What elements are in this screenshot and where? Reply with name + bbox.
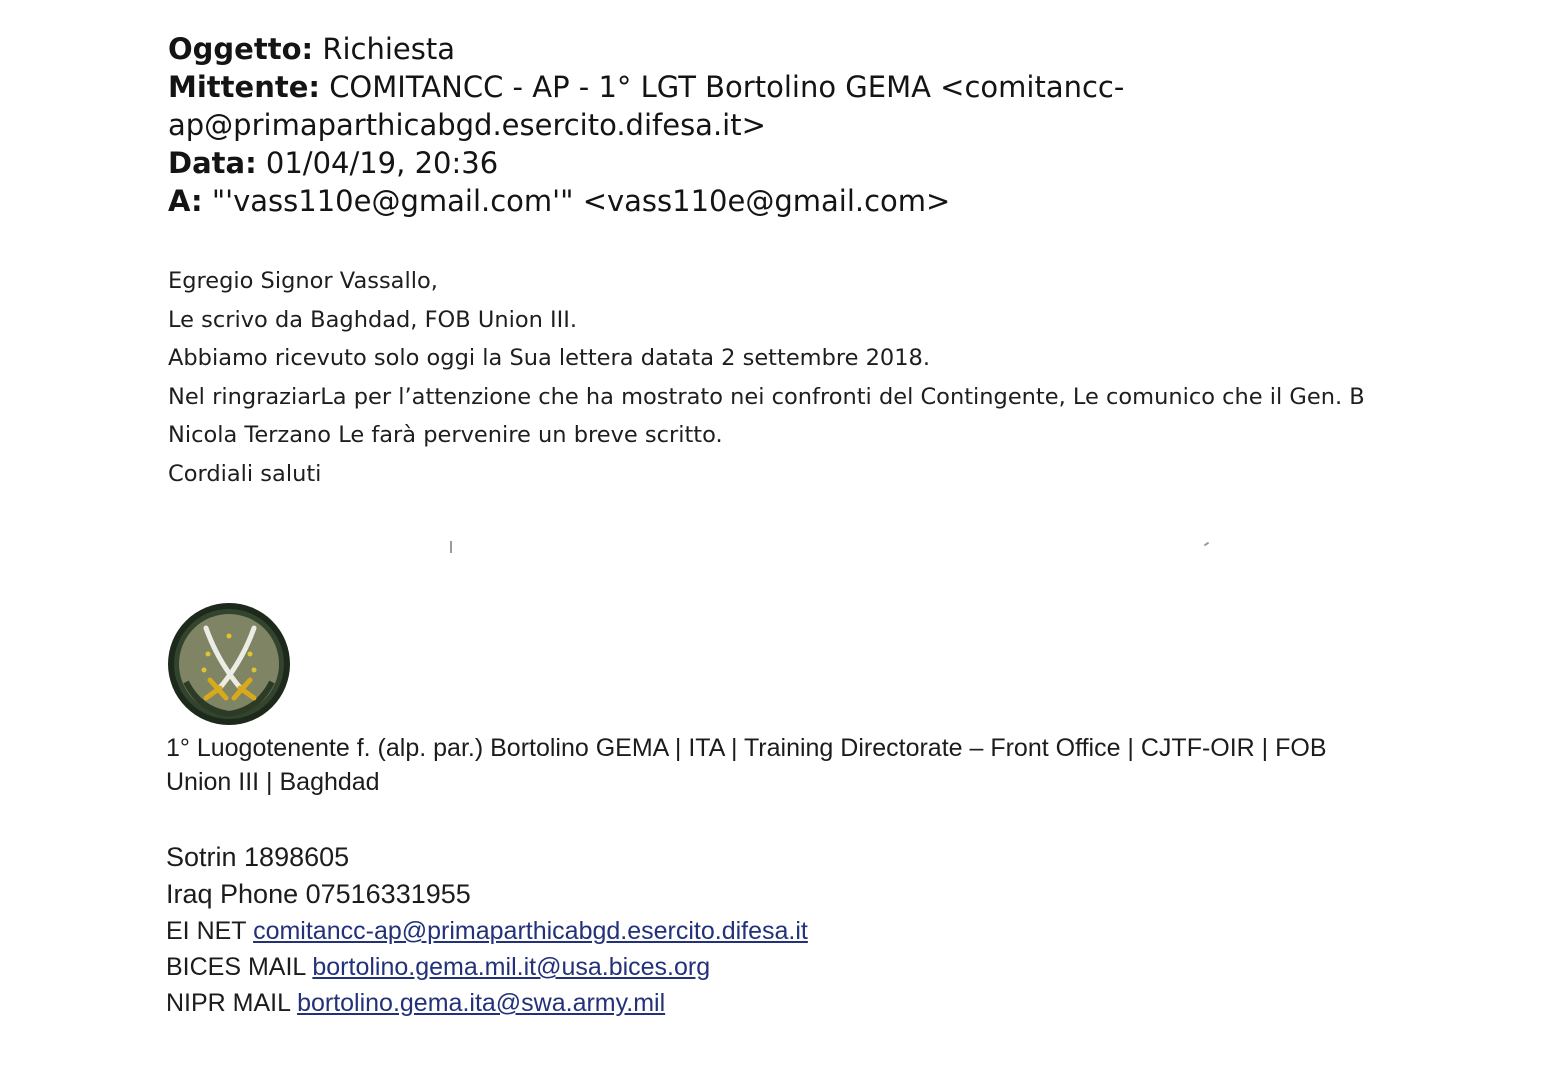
scan-speck — [450, 541, 452, 553]
nipr-email-link[interactable]: bortolino.gema.ita@swa.army.mil — [297, 989, 666, 1017]
ei-net-email-link[interactable]: comitancc-ap@primaparthicabgd.esercito.difesa.it — [253, 917, 808, 945]
subject-row — [168, 30, 1468, 68]
bices-email-link[interactable]: bortolino.gema.mil.it@usa.bices.org — [312, 953, 711, 981]
sender-value: COMITANCC - AP - 1° LGT Bortolino GEMA <comitancc- — [329, 70, 1125, 104]
to-label: A: — [168, 184, 203, 218]
sender-row — [168, 68, 1468, 106]
body-line: Nicola Terzano Le farà pervenire un breve scritto. — [168, 422, 723, 448]
nipr-label: NIPR MAIL — [166, 989, 291, 1017]
nipr-row — [166, 985, 1366, 1021]
signature-line: 1° Luogotenente f. (alp. par.) Bortolino GEMA | ITA | Training Directorate – Front Office | CJTF-OIR | FOB — [166, 734, 1327, 762]
sender-label: Mittente: — [168, 70, 320, 104]
to-row — [168, 182, 1468, 220]
body-greeting: Egregio Signor Vassallo, — [168, 268, 438, 294]
iraq-phone: Iraq Phone 07516331955 — [166, 879, 471, 909]
signature-line: Union III | Baghdad — [166, 768, 380, 796]
date-value: 01/04/19, 20:36 — [265, 146, 499, 180]
bices-label: BICES MAIL — [166, 953, 306, 981]
crossed-swords-emblem-icon — [166, 602, 292, 726]
body-line: Nel ringraziarLa per l’attenzione che ha mostrato nei confronti del Contingente, Le comunico che il Gen. B — [168, 383, 1365, 410]
ei-net-row — [166, 913, 1366, 949]
body-line: Le scrivo da Baghdad, FOB Union III. — [168, 306, 578, 333]
subject-label: Oggetto: — [168, 32, 314, 66]
sender-value-continued: ap@primaparthicabgd.esercito.difesa.it> — [168, 108, 766, 142]
body-closing: Cordiali saluti — [168, 460, 322, 487]
body-line: Abbiamo ricevuto solo oggi la Sua lettera datata 2 settembre 2018. — [168, 345, 931, 371]
subject-value: Richiesta — [322, 32, 455, 66]
scan-speck — [1204, 542, 1209, 547]
ei-net-label: EI NET — [166, 917, 247, 945]
email-header — [168, 30, 1468, 220]
contact-block — [166, 839, 1366, 1021]
date-row — [168, 144, 1468, 182]
email-body — [168, 262, 1508, 493]
sender-row-continued — [168, 106, 1468, 144]
to-value: "'vass110e@gmail.com'" <vass110e@gmail.com> — [211, 184, 951, 218]
signature-block — [166, 731, 1456, 799]
sotrin-number: Sotrin 1898605 — [166, 842, 350, 872]
date-label: Data: — [168, 146, 257, 180]
bices-row — [166, 949, 1366, 985]
